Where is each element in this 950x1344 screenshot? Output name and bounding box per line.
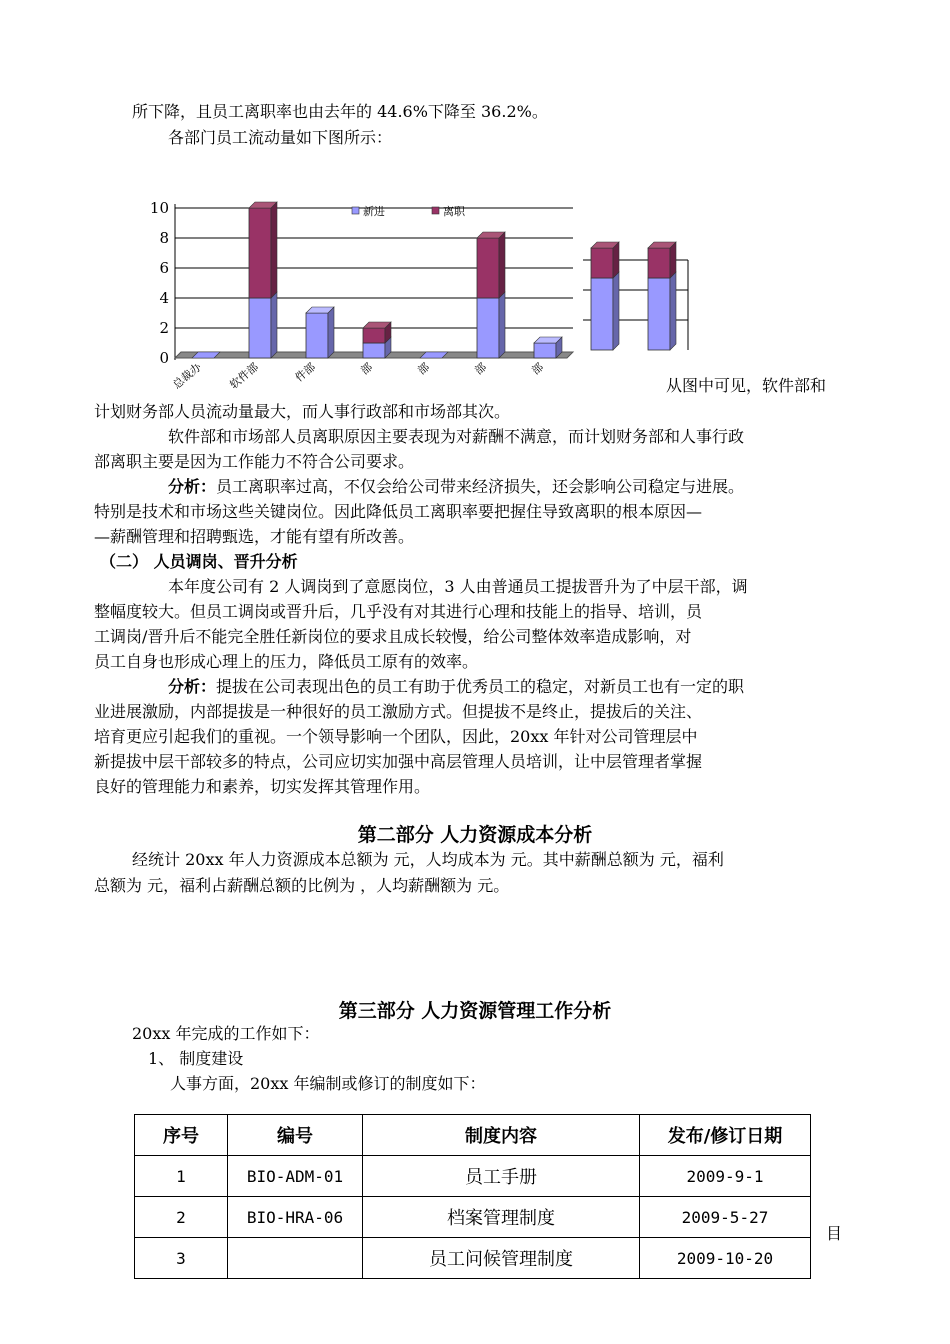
- paragraph-3-line-2: 特别是技术和市场这些关键岗位。因此降低员工离职率要把握住导致离职的根本原因—: [94, 502, 703, 521]
- bar-new-side: [613, 272, 619, 350]
- paragraph-5-line-1: [168, 675, 744, 699]
- paragraph-5-text: 提拔在公司表现出色的员工有助于优秀员工的稳定，对新员工也有一定的职: [216, 677, 745, 696]
- paragraph-5-line-4: 新提拔中层干部较多的特点，公司应切实加强中高层管理人员培训，让中层管理者掌握: [94, 752, 703, 771]
- bar-new-side: [499, 292, 505, 358]
- bar-left-side: [271, 202, 277, 298]
- analysis-label-1: 分析：: [168, 477, 217, 496]
- paragraph-5-line-2: 业进展激励，内部提拔是一种很好的员工激励方式。但提拔不是终止，提拔后的关注、: [94, 702, 703, 721]
- row-code: BIO-ADM-01: [228, 1156, 363, 1197]
- part-3-line-2: 人事方面，20xx 年编制或修订的制度如下：: [170, 1074, 486, 1093]
- table-row: [135, 1197, 811, 1238]
- y-tick-label: 0: [159, 349, 169, 367]
- y-tick-label: 10: [149, 199, 169, 217]
- row-no: 2: [135, 1197, 228, 1238]
- row-content: 员工手册: [363, 1156, 640, 1197]
- category-label: 件部: [292, 360, 318, 385]
- paragraph-4-line-1: 本年度公司有 2 人调岗到了意愿岗位，3 人由普通员工提拔晋升为了中层干部，调: [168, 577, 748, 596]
- bar-left: [477, 238, 499, 298]
- legend-swatch-new: [352, 207, 359, 214]
- paragraph-2-line-2: 部离职主要是因为工作能力不符合公司要求。: [94, 452, 415, 471]
- y-tick-label: 8: [159, 229, 169, 247]
- bar-left: [591, 248, 613, 278]
- bar-new: [306, 313, 328, 358]
- side-character: 目: [826, 1224, 843, 1243]
- part-2-line-1: 经统计 20xx 年人力资源成本总额为 元，人均成本为 元。其中薪酬总额为 元，福利: [132, 850, 724, 869]
- category-label: 部: [472, 360, 489, 378]
- row-no: 1: [135, 1156, 228, 1197]
- part-2-title: 第二部分 人力资源成本分析: [357, 824, 593, 846]
- row-date: 2009-9-1: [640, 1156, 811, 1197]
- part-2-line-2: 总额为 元，福利占薪酬总额的比例为 ，人均薪酬额为 元。: [94, 876, 510, 895]
- part-3-title: 第三部分 人力资源管理工作分析: [338, 1000, 612, 1022]
- table-row: [135, 1238, 811, 1279]
- paragraph-4-line-3: 工调岗/晋升后不能完全胜任新岗位的要求且成长较慢，给公司整体效率造成影响，对: [94, 627, 692, 646]
- bar-new-side: [271, 292, 277, 358]
- paragraph-4-line-2: 整幅度较大。但员工调岗或晋升后，几乎没有对其进行心理和技能上的指导、培训，员: [94, 602, 703, 621]
- y-tick-label: 4: [159, 289, 169, 307]
- paragraph-2-line-1: 软件部和市场部人员离职原因主要表现为对薪酬不满意，而计划财务部和人事行政: [168, 427, 745, 446]
- bar-new-side: [670, 272, 676, 350]
- bar-left-side: [499, 232, 505, 298]
- bar-new: [534, 343, 556, 358]
- bar-new: [363, 343, 385, 358]
- department-turnover-chart: [140, 195, 700, 395]
- row-code: BIO-HRA-06: [228, 1197, 363, 1238]
- row-date: 2009-10-20: [640, 1238, 811, 1279]
- paragraph-3-line-1: [168, 475, 744, 499]
- paragraph-1-line-2: 计划财务部人员流动量最大，而人事行政部和市场部其次。: [94, 402, 511, 421]
- bar-new: [249, 298, 271, 358]
- category-label: 部: [415, 360, 432, 378]
- intro-line-1: 所下降，且员工离职率也由去年的 44.6%下降至 36.2%。: [132, 102, 548, 121]
- y-tick-label: 6: [159, 259, 169, 277]
- legend-swatch-left: [432, 207, 439, 214]
- intro-line-2: 各部门员工流动量如下图所示：: [168, 128, 393, 147]
- part-3-item-1: 1、 制度建设: [148, 1049, 244, 1068]
- header-date: 发布/修订日期: [640, 1115, 811, 1156]
- legend-label-new: 新进: [363, 205, 385, 218]
- bar-left: [648, 248, 670, 278]
- bar-left: [249, 208, 271, 298]
- part-3-line-1: 20xx 年完成的工作如下：: [132, 1024, 320, 1043]
- legend-label-left: 离职: [443, 205, 465, 218]
- table-row: [135, 1156, 811, 1197]
- row-content: 档案管理制度: [363, 1197, 640, 1238]
- paragraph-5-line-3: 培育更应引起我们的重视。一个领导影响一个团队，因此，20xx 年针对公司管理层中: [94, 727, 698, 746]
- bar-new: [477, 298, 499, 358]
- analysis-label-2: 分析：: [168, 677, 217, 696]
- row-code: [228, 1238, 363, 1279]
- paragraph-3-line-3: —薪酬管理和招聘甄选，才能有望有所改善。: [94, 527, 415, 546]
- after-chart-text: 从图中可见，软件部和: [666, 376, 827, 395]
- row-content: 员工问候管理制度: [363, 1238, 640, 1279]
- bar-new-side: [328, 307, 334, 358]
- table-header-row: [135, 1115, 811, 1156]
- bar-left: [363, 328, 385, 343]
- y-tick-label: 2: [159, 319, 169, 337]
- category-label: 部: [529, 360, 546, 378]
- paragraph-4-line-4: 员工自身也形成心理上的压力，降低员工原有的效率。: [94, 652, 479, 671]
- regulations-table: [134, 1114, 811, 1279]
- bar-new: [591, 278, 613, 350]
- category-label: 部: [358, 360, 375, 378]
- section-2-heading: （二） 人员调岗、晋升分析: [100, 552, 298, 571]
- row-date: 2009-5-27: [640, 1197, 811, 1238]
- category-label: 软件部: [227, 360, 261, 392]
- category-label: 总裁办: [170, 360, 204, 392]
- header-content: 制度内容: [363, 1115, 640, 1156]
- paragraph-3-text: 员工离职率过高，不仅会给公司带来经济损失，还会影响公司稳定与进展。: [216, 477, 745, 496]
- header-no: 序号: [135, 1115, 228, 1156]
- header-code: 编号: [228, 1115, 363, 1156]
- paragraph-5-line-5: 良好的管理能力和素养，切实发挥其管理作用。: [94, 777, 431, 796]
- bar-new: [648, 278, 670, 350]
- row-no: 3: [135, 1238, 228, 1279]
